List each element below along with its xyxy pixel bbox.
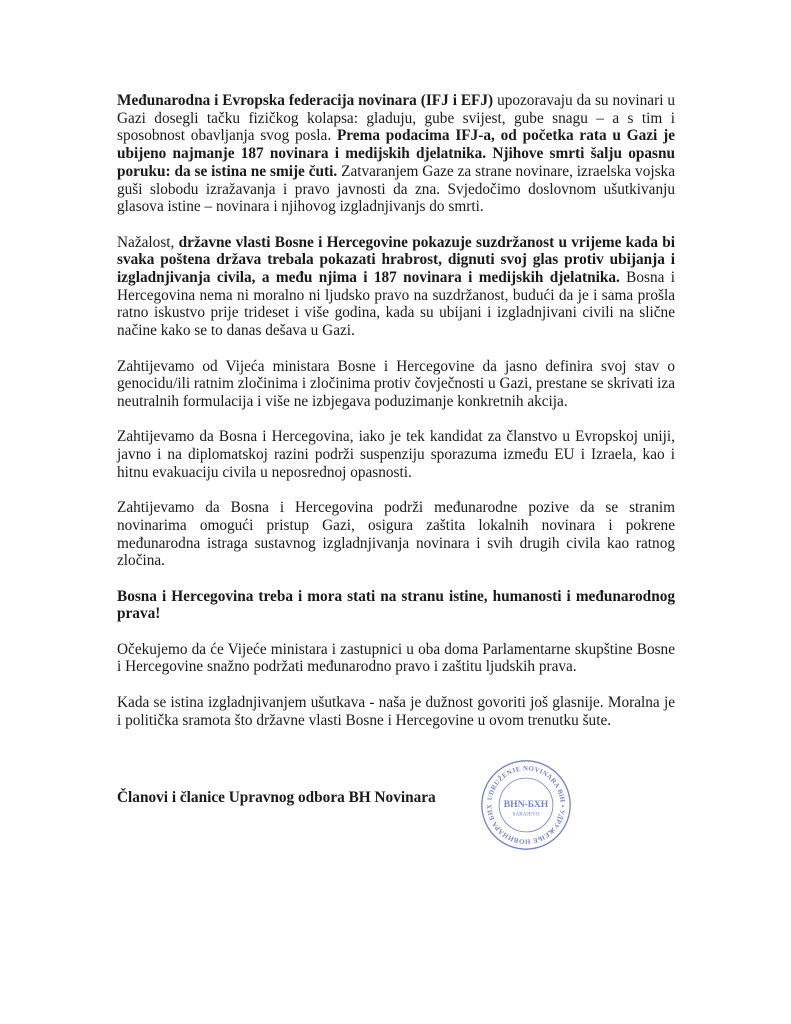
text: Kada se istina izgladnjivanjem ušutkava - naša je dužnost govoriti još glasnije. Moralna je i politička sramota što državne vlasti Bosne i Hercegovine u ovom trenutku šute. <box>117 693 675 729</box>
bold-text: Bosna i Hercegovina treba i mora stati na stranu istine, humanosti i međunarodnog prava! <box>117 587 675 623</box>
text: Zahtijevamo da Bosna i Hercegovina podrži međunarodne pozive da se stranim novinarima omogući pristup Gazi, osigura zaštita lokalnih novinara i pokrene međunarodna istraga sustavnog izgladnjivanja novinara i svih drugih civila kao ratnog zločina. <box>117 499 675 570</box>
paragraph <box>117 588 675 623</box>
bold-text: Međunarodna i Evropska federacija novinara (IFJ i EFJ) <box>117 92 494 109</box>
paragraph <box>117 428 675 481</box>
paragraph <box>117 641 675 676</box>
stamp-ring-text: UDRUŽENJE NOVINARA BiH • УДРУЖЕЊЕ НОВИНАРА БИХ <box>486 765 566 845</box>
bold-text: državne vlasti Bosne i Hercegovine pokazuje suzdržanost u vrijeme kada bi svaka poštena država trebala pokazati hrabrost, dignuti svoj glas protiv ubijanja i izgladnjivanja civila, a među njima i 187 novinara i medijskih djelatnika. <box>117 233 676 287</box>
paragraph <box>117 92 675 216</box>
paragraph <box>117 694 675 729</box>
bold-text: Prema podacima IFJ-a, od početka rata u Gazi je ubijeno najmanje 187 novinara i medijskih djelatnika. Njihove smrti šalju opasnu poruku: da se istina ne smije čuti. <box>117 127 675 180</box>
text: Bosna i Hercegovina nema ni moralno ni ljudsko pravo na suzdržanost, budući da je i sama prošla ratno iskustvo prije trideset i više godina, kada su ubijani i izgladnjivani civili na slične načine kako se to danas dešava u Gazi. <box>117 269 676 340</box>
paragraph <box>117 358 675 411</box>
signature: Članovi i članice Upravnog odbora BH Novinara <box>117 789 436 806</box>
stamp-center-title: BHN-БХН <box>503 798 549 810</box>
stamp-center-subtitle: SARAJEVO <box>512 811 540 818</box>
paragraph <box>117 499 675 570</box>
document-body <box>117 92 675 747</box>
paragraph <box>117 234 675 340</box>
text: Nažalost, <box>117 233 179 251</box>
text: Zahtijevamo da Bosna i Hercegovina, iako je tek kandidat za članstvo u Evropskoj uniji, javno i na diplomatskoj razini podrži suspenziju sporazuma između EU i Izraela, kao i hitnu evakuaciju civila u neposrednoj opasnosti. <box>117 428 675 481</box>
organization-stamp <box>478 757 574 853</box>
text: upozoravaju da su novinari u Gazi dosegli tačku fizičkog kolapsa: gladuju, gube svijest, gube snagu – a s tim i sposobnost obavljanja svog posla. <box>117 92 676 145</box>
text: Zatvaranjem Gaze za strane novinare, izraelska vojska guši slobodu izražavanja i pravo javnosti da zna. Svjedočimo doslovnom ušutkivanju glasova istine – novinara i njihovog izgladnjivanjs do smrti. <box>117 162 675 216</box>
text: Zahtijevamo od Vijeća ministara Bosne i Hercegovine da jasno definira svoj stav o genocidu/ili ratnim zločinima i zločinima protiv čovječnosti u Gazi, prestane se skrivati iza neutralnih formulacija i više ne izbjegava poduzimanje konkretnih akcija. <box>117 357 675 410</box>
text: Očekujemo da će Vijeće ministara i zastupnici u oba doma Parlamentarne skupštine Bosne i Hercegovine snažno podržati međunarodno pravo i zaštitu ljudskih prava. <box>117 640 675 676</box>
